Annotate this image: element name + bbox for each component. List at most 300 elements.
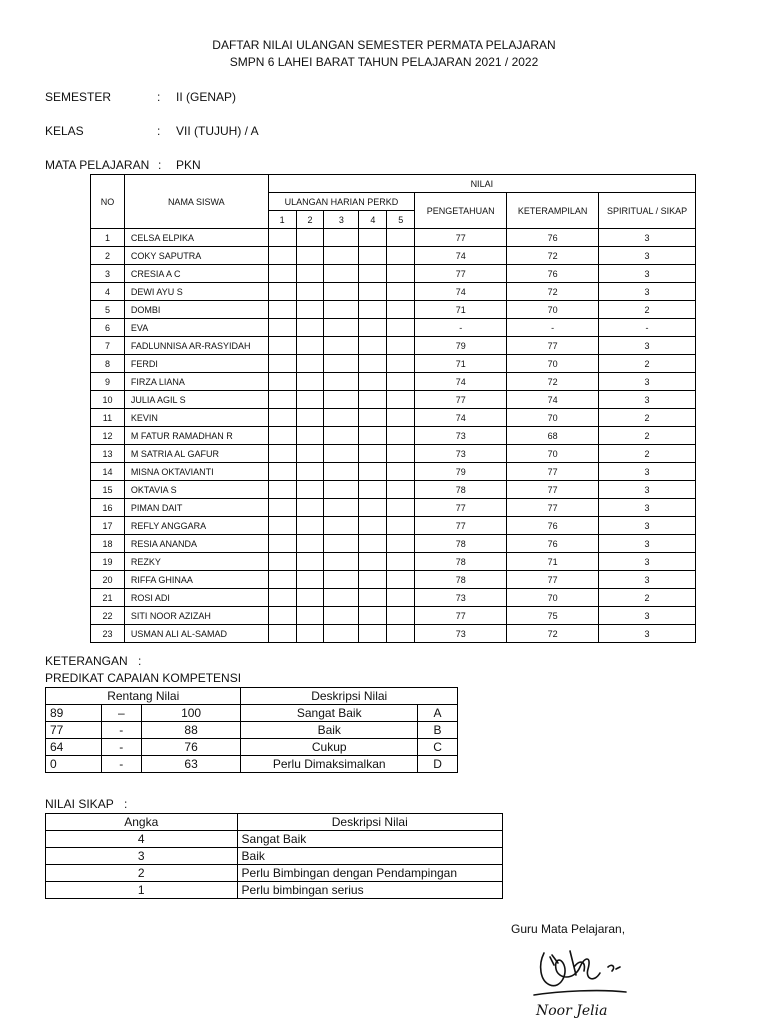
predikat-description: Baik xyxy=(241,722,418,739)
student-name: JULIA AGIL S xyxy=(124,391,268,409)
student-name: ROSI ADI xyxy=(124,589,268,607)
ulangan-score-3 xyxy=(324,265,359,283)
row-no: 8 xyxy=(91,355,125,373)
ulangan-score-1 xyxy=(268,373,296,391)
ulangan-score-3 xyxy=(324,427,359,445)
rentang-header: Rentang Nilai xyxy=(46,688,241,705)
ulangan-score-4 xyxy=(359,481,387,499)
mapel-label: MATA PELAJARAN xyxy=(45,158,150,172)
ulangan-score-5 xyxy=(387,625,415,643)
ulangan-score-3 xyxy=(324,535,359,553)
sikap-angka: 1 xyxy=(46,882,238,899)
ulangan-score-1 xyxy=(268,391,296,409)
angka-header: Angka xyxy=(46,814,238,831)
sikap-score: 3 xyxy=(599,283,696,301)
row-no: 12 xyxy=(91,427,125,445)
ulangan-score-2 xyxy=(296,445,324,463)
ulangan-score-3 xyxy=(324,481,359,499)
table-row xyxy=(91,265,696,283)
predikat-grade: D xyxy=(418,756,458,773)
pengetahuan-score: 78 xyxy=(415,553,507,571)
sikap-score: 3 xyxy=(599,625,696,643)
pengetahuan-score: 74 xyxy=(415,373,507,391)
pengetahuan-score: 78 xyxy=(415,535,507,553)
keterampilan-score: 70 xyxy=(507,301,599,319)
ulangan-score-5 xyxy=(387,409,415,427)
ulangan-score-1 xyxy=(268,553,296,571)
ulangan-score-5 xyxy=(387,589,415,607)
sikap-table xyxy=(45,813,503,899)
row-no: 17 xyxy=(91,517,125,535)
ulangan-score-2 xyxy=(296,265,324,283)
row-no: 11 xyxy=(91,409,125,427)
sikap-score: 3 xyxy=(599,535,696,553)
sikap-score: 2 xyxy=(599,301,696,319)
ulangan-col-5: 5 xyxy=(387,211,415,229)
ulangan-score-2 xyxy=(296,247,324,265)
keterangan-colon: : xyxy=(138,654,142,668)
table-row xyxy=(91,571,696,589)
table-row xyxy=(46,756,458,773)
row-no: 19 xyxy=(91,553,125,571)
predikat-description: Perlu Dimaksimalkan xyxy=(241,756,418,773)
ulangan-score-1 xyxy=(268,445,296,463)
ulangan-score-1 xyxy=(268,481,296,499)
sikap-deskripsi-header: Deskripsi Nilai xyxy=(237,814,502,831)
col-ulangan-header: ULANGAN HARIAN PERKD xyxy=(268,193,415,211)
ulangan-score-5 xyxy=(387,283,415,301)
pengetahuan-score: 73 xyxy=(415,427,507,445)
ulangan-score-3 xyxy=(324,229,359,247)
pengetahuan-score: 74 xyxy=(415,409,507,427)
student-name: FADLUNNISA AR-RASYIDAH xyxy=(124,337,268,355)
ulangan-score-2 xyxy=(296,625,324,643)
pengetahuan-score: 77 xyxy=(415,265,507,283)
student-name: REZKY xyxy=(124,553,268,571)
range-min: 77 xyxy=(46,722,102,739)
ulangan-score-3 xyxy=(324,571,359,589)
ulangan-score-2 xyxy=(296,283,324,301)
student-name: PIMAN DAIT xyxy=(124,499,268,517)
ulangan-score-5 xyxy=(387,373,415,391)
ulangan-score-3 xyxy=(324,499,359,517)
table-row xyxy=(91,373,696,391)
ulangan-score-2 xyxy=(296,499,324,517)
ulangan-score-2 xyxy=(296,355,324,373)
pengetahuan-score: 71 xyxy=(415,301,507,319)
ulangan-score-4 xyxy=(359,427,387,445)
ulangan-score-2 xyxy=(296,607,324,625)
ulangan-score-3 xyxy=(324,625,359,643)
sikap-description: Sangat Baik xyxy=(237,831,502,848)
range-min: 0 xyxy=(46,756,102,773)
ulangan-score-3 xyxy=(324,409,359,427)
signature-role: Guru Mata Pelajaran, xyxy=(511,922,626,936)
pengetahuan-score: 74 xyxy=(415,283,507,301)
ulangan-score-3 xyxy=(324,337,359,355)
row-no: 21 xyxy=(91,589,125,607)
ulangan-score-4 xyxy=(359,463,387,481)
ulangan-score-1 xyxy=(268,625,296,643)
sikap-description: Baik xyxy=(237,848,502,865)
ulangan-score-5 xyxy=(387,247,415,265)
table-row xyxy=(91,229,696,247)
pengetahuan-score: 73 xyxy=(415,625,507,643)
keterampilan-score: 76 xyxy=(507,535,599,553)
row-no: 6 xyxy=(91,319,125,337)
table-row xyxy=(46,865,503,882)
ulangan-score-1 xyxy=(268,229,296,247)
ulangan-score-2 xyxy=(296,463,324,481)
predikat-table xyxy=(45,687,458,773)
student-name: KEVIN xyxy=(124,409,268,427)
table-row xyxy=(91,391,696,409)
table-row xyxy=(91,589,696,607)
document-title-line2: SMPN 6 LAHEI BARAT TAHUN PELAJARAN 2021 / 2022 xyxy=(229,55,539,69)
student-name: COKY SAPUTRA xyxy=(124,247,268,265)
sikap-score: 2 xyxy=(599,589,696,607)
ulangan-score-4 xyxy=(359,553,387,571)
keterampilan-score: 71 xyxy=(507,553,599,571)
table-row xyxy=(91,463,696,481)
table-row xyxy=(91,625,696,643)
student-name: OKTAVIA S xyxy=(124,481,268,499)
row-no: 3 xyxy=(91,265,125,283)
row-no: 23 xyxy=(91,625,125,643)
table-row xyxy=(91,247,696,265)
table-row xyxy=(46,831,503,848)
table-row xyxy=(46,722,458,739)
ulangan-score-5 xyxy=(387,301,415,319)
table-row xyxy=(91,517,696,535)
table-row xyxy=(46,739,458,756)
keterampilan-score: 77 xyxy=(507,481,599,499)
kelas-colon: : xyxy=(157,124,161,138)
ulangan-score-5 xyxy=(387,445,415,463)
keterampilan-score: 74 xyxy=(507,391,599,409)
pengetahuan-score: 73 xyxy=(415,445,507,463)
ulangan-score-1 xyxy=(268,463,296,481)
keterampilan-score: 76 xyxy=(507,265,599,283)
ulangan-score-5 xyxy=(387,463,415,481)
ulangan-score-3 xyxy=(324,553,359,571)
range-min: 64 xyxy=(46,739,102,756)
ulangan-score-1 xyxy=(268,607,296,625)
ulangan-score-5 xyxy=(387,481,415,499)
ulangan-score-1 xyxy=(268,301,296,319)
range-separator: - xyxy=(101,756,141,773)
student-name: M FATUR RAMADHAN R xyxy=(124,427,268,445)
keterampilan-score: 76 xyxy=(507,517,599,535)
ulangan-score-5 xyxy=(387,391,415,409)
ulangan-score-4 xyxy=(359,589,387,607)
table-row xyxy=(91,301,696,319)
sikap-score: 3 xyxy=(599,553,696,571)
mapel-value: PKN xyxy=(176,158,201,172)
range-separator: – xyxy=(101,705,141,722)
row-no: 16 xyxy=(91,499,125,517)
student-name: FERDI xyxy=(124,355,268,373)
keterampilan-score: 68 xyxy=(507,427,599,445)
keterampilan-score: 76 xyxy=(507,229,599,247)
row-no: 18 xyxy=(91,535,125,553)
pengetahuan-score: 73 xyxy=(415,589,507,607)
student-name: USMAN ALI AL-SAMAD xyxy=(124,625,268,643)
col-spiritual-header: SPIRITUAL / SIKAP xyxy=(599,193,696,229)
table-row xyxy=(91,535,696,553)
keterampilan-score: 72 xyxy=(507,283,599,301)
ulangan-score-1 xyxy=(268,517,296,535)
table-row xyxy=(46,705,458,722)
predikat-deskripsi-header: Deskripsi Nilai xyxy=(241,688,458,705)
ulangan-score-3 xyxy=(324,589,359,607)
ulangan-score-5 xyxy=(387,517,415,535)
pengetahuan-score: 77 xyxy=(415,499,507,517)
ulangan-score-1 xyxy=(268,355,296,373)
ulangan-score-5 xyxy=(387,571,415,589)
row-no: 20 xyxy=(91,571,125,589)
row-no: 7 xyxy=(91,337,125,355)
predikat-grade: A xyxy=(418,705,458,722)
pengetahuan-score: 79 xyxy=(415,337,507,355)
signature-name: Noor Jelia xyxy=(536,1003,608,1019)
range-max: 76 xyxy=(141,739,241,756)
row-no: 13 xyxy=(91,445,125,463)
table-row xyxy=(91,481,696,499)
table-row xyxy=(91,607,696,625)
ulangan-score-4 xyxy=(359,499,387,517)
ulangan-score-4 xyxy=(359,337,387,355)
ulangan-score-2 xyxy=(296,301,324,319)
keterampilan-score: 72 xyxy=(507,625,599,643)
ulangan-score-4 xyxy=(359,265,387,283)
pengetahuan-score: 78 xyxy=(415,571,507,589)
range-max: 63 xyxy=(141,756,241,773)
ulangan-score-3 xyxy=(324,517,359,535)
table-row xyxy=(91,553,696,571)
ulangan-score-2 xyxy=(296,517,324,535)
pengetahuan-score: - xyxy=(415,319,507,337)
semester-label: SEMESTER xyxy=(45,90,112,104)
ulangan-score-3 xyxy=(324,607,359,625)
sikap-score: 3 xyxy=(599,373,696,391)
ulangan-score-3 xyxy=(324,373,359,391)
sikap-score: - xyxy=(599,319,696,337)
ulangan-score-4 xyxy=(359,625,387,643)
sikap-score: 2 xyxy=(599,409,696,427)
predikat-description: Sangat Baik xyxy=(241,705,418,722)
sikap-score: 3 xyxy=(599,265,696,283)
ulangan-score-1 xyxy=(268,283,296,301)
ulangan-score-2 xyxy=(296,481,324,499)
ulangan-score-4 xyxy=(359,517,387,535)
row-no: 10 xyxy=(91,391,125,409)
ulangan-score-4 xyxy=(359,229,387,247)
grades-table-body xyxy=(91,229,696,643)
student-name: RIFFA GHINAA xyxy=(124,571,268,589)
col-nilai-header: NILAI xyxy=(268,175,695,193)
sikap-score: 2 xyxy=(599,445,696,463)
predikat-description: Cukup xyxy=(241,739,418,756)
table-row xyxy=(46,882,503,899)
sikap-score: 2 xyxy=(599,355,696,373)
keterampilan-score: 75 xyxy=(507,607,599,625)
keterampilan-score: 72 xyxy=(507,247,599,265)
student-name: M SATRIA AL GAFUR xyxy=(124,445,268,463)
ulangan-score-5 xyxy=(387,607,415,625)
ulangan-score-3 xyxy=(324,319,359,337)
sikap-score: 3 xyxy=(599,463,696,481)
col-keterampilan-header: KETERAMPILAN xyxy=(507,193,599,229)
ulangan-score-3 xyxy=(324,355,359,373)
ulangan-score-4 xyxy=(359,319,387,337)
grades-table xyxy=(90,174,696,643)
ulangan-score-4 xyxy=(359,607,387,625)
predikat-table-body xyxy=(46,705,458,773)
ulangan-score-2 xyxy=(296,553,324,571)
ulangan-score-3 xyxy=(324,445,359,463)
sikap-table-body xyxy=(46,831,503,899)
ulangan-score-4 xyxy=(359,355,387,373)
range-min: 89 xyxy=(46,705,102,722)
ulangan-score-5 xyxy=(387,265,415,283)
ulangan-score-5 xyxy=(387,499,415,517)
keterampilan-score: 70 xyxy=(507,409,599,427)
ulangan-score-5 xyxy=(387,337,415,355)
predikat-title: PREDIKAT CAPAIAN KOMPETENSI xyxy=(45,671,242,685)
nilai-sikap-label: NILAI SIKAP xyxy=(45,797,114,811)
col-pengetahuan-header: PENGETAHUAN xyxy=(415,193,507,229)
row-no: 9 xyxy=(91,373,125,391)
ulangan-score-3 xyxy=(324,391,359,409)
range-max: 88 xyxy=(141,722,241,739)
ulangan-score-1 xyxy=(268,265,296,283)
ulangan-score-4 xyxy=(359,409,387,427)
ulangan-score-2 xyxy=(296,409,324,427)
ulangan-score-1 xyxy=(268,499,296,517)
pengetahuan-score: 74 xyxy=(415,247,507,265)
table-row xyxy=(91,445,696,463)
ulangan-score-4 xyxy=(359,373,387,391)
pengetahuan-score: 77 xyxy=(415,229,507,247)
sikap-score: 3 xyxy=(599,481,696,499)
keterampilan-score: 70 xyxy=(507,445,599,463)
student-name: DOMBI xyxy=(124,301,268,319)
table-row xyxy=(91,283,696,301)
nilai-sikap-colon: : xyxy=(124,797,128,811)
ulangan-col-2: 2 xyxy=(296,211,324,229)
ulangan-score-1 xyxy=(268,535,296,553)
ulangan-score-4 xyxy=(359,445,387,463)
keterampilan-score: 70 xyxy=(507,355,599,373)
ulangan-score-2 xyxy=(296,571,324,589)
row-no: 4 xyxy=(91,283,125,301)
student-name: CRESIA A C xyxy=(124,265,268,283)
row-no: 22 xyxy=(91,607,125,625)
table-row xyxy=(91,427,696,445)
keterampilan-score: 70 xyxy=(507,589,599,607)
ulangan-score-1 xyxy=(268,427,296,445)
row-no: 2 xyxy=(91,247,125,265)
ulangan-score-3 xyxy=(324,283,359,301)
ulangan-score-5 xyxy=(387,427,415,445)
student-name: MISNA OKTAVIANTI xyxy=(124,463,268,481)
keterampilan-score: 77 xyxy=(507,499,599,517)
ulangan-score-1 xyxy=(268,589,296,607)
keterampilan-score: 77 xyxy=(507,571,599,589)
ulangan-score-3 xyxy=(324,301,359,319)
table-row xyxy=(91,355,696,373)
sikap-score: 3 xyxy=(599,337,696,355)
sikap-description: Perlu Bimbingan dengan Pendampingan xyxy=(237,865,502,882)
ulangan-score-4 xyxy=(359,571,387,589)
ulangan-score-2 xyxy=(296,589,324,607)
keterampilan-score: 77 xyxy=(507,337,599,355)
ulangan-col-4: 4 xyxy=(359,211,387,229)
student-name: FIRZA LIANA xyxy=(124,373,268,391)
ulangan-score-3 xyxy=(324,247,359,265)
pengetahuan-score: 77 xyxy=(415,517,507,535)
ulangan-score-1 xyxy=(268,319,296,337)
row-no: 5 xyxy=(91,301,125,319)
sikap-score: 3 xyxy=(599,571,696,589)
pengetahuan-score: 77 xyxy=(415,391,507,409)
row-no: 15 xyxy=(91,481,125,499)
ulangan-score-2 xyxy=(296,427,324,445)
ulangan-score-2 xyxy=(296,337,324,355)
range-separator: - xyxy=(101,739,141,756)
ulangan-score-3 xyxy=(324,463,359,481)
ulangan-score-4 xyxy=(359,247,387,265)
sikap-angka: 4 xyxy=(46,831,238,848)
sikap-score: 3 xyxy=(599,517,696,535)
ulangan-score-4 xyxy=(359,391,387,409)
sikap-score: 3 xyxy=(599,229,696,247)
table-row xyxy=(46,848,503,865)
student-name: CELSA ELPIKA xyxy=(124,229,268,247)
sikap-score: 3 xyxy=(599,247,696,265)
ulangan-score-2 xyxy=(296,319,324,337)
ulangan-score-2 xyxy=(296,535,324,553)
student-name: SITI NOOR AZIZAH xyxy=(124,607,268,625)
ulangan-score-1 xyxy=(268,571,296,589)
sikap-angka: 2 xyxy=(46,865,238,882)
sikap-score: 3 xyxy=(599,607,696,625)
pengetahuan-score: 78 xyxy=(415,481,507,499)
ulangan-score-2 xyxy=(296,391,324,409)
ulangan-score-5 xyxy=(387,553,415,571)
ulangan-score-4 xyxy=(359,301,387,319)
student-name: RESIA ANANDA xyxy=(124,535,268,553)
col-nama-header: NAMA SISWA xyxy=(124,175,268,229)
pengetahuan-score: 79 xyxy=(415,463,507,481)
sikap-score: 3 xyxy=(599,391,696,409)
sikap-score: 2 xyxy=(599,427,696,445)
student-name: REFLY ANGGARA xyxy=(124,517,268,535)
keterampilan-score: 77 xyxy=(507,463,599,481)
pengetahuan-score: 71 xyxy=(415,355,507,373)
kelas-label: KELAS xyxy=(45,124,84,138)
ulangan-score-1 xyxy=(268,247,296,265)
row-no: 1 xyxy=(91,229,125,247)
mapel-colon: : xyxy=(158,158,162,172)
table-row xyxy=(91,499,696,517)
handwritten-signature xyxy=(530,945,640,1020)
ulangan-col-3: 3 xyxy=(324,211,359,229)
range-max: 100 xyxy=(141,705,241,722)
ulangan-score-4 xyxy=(359,535,387,553)
ulangan-score-1 xyxy=(268,337,296,355)
